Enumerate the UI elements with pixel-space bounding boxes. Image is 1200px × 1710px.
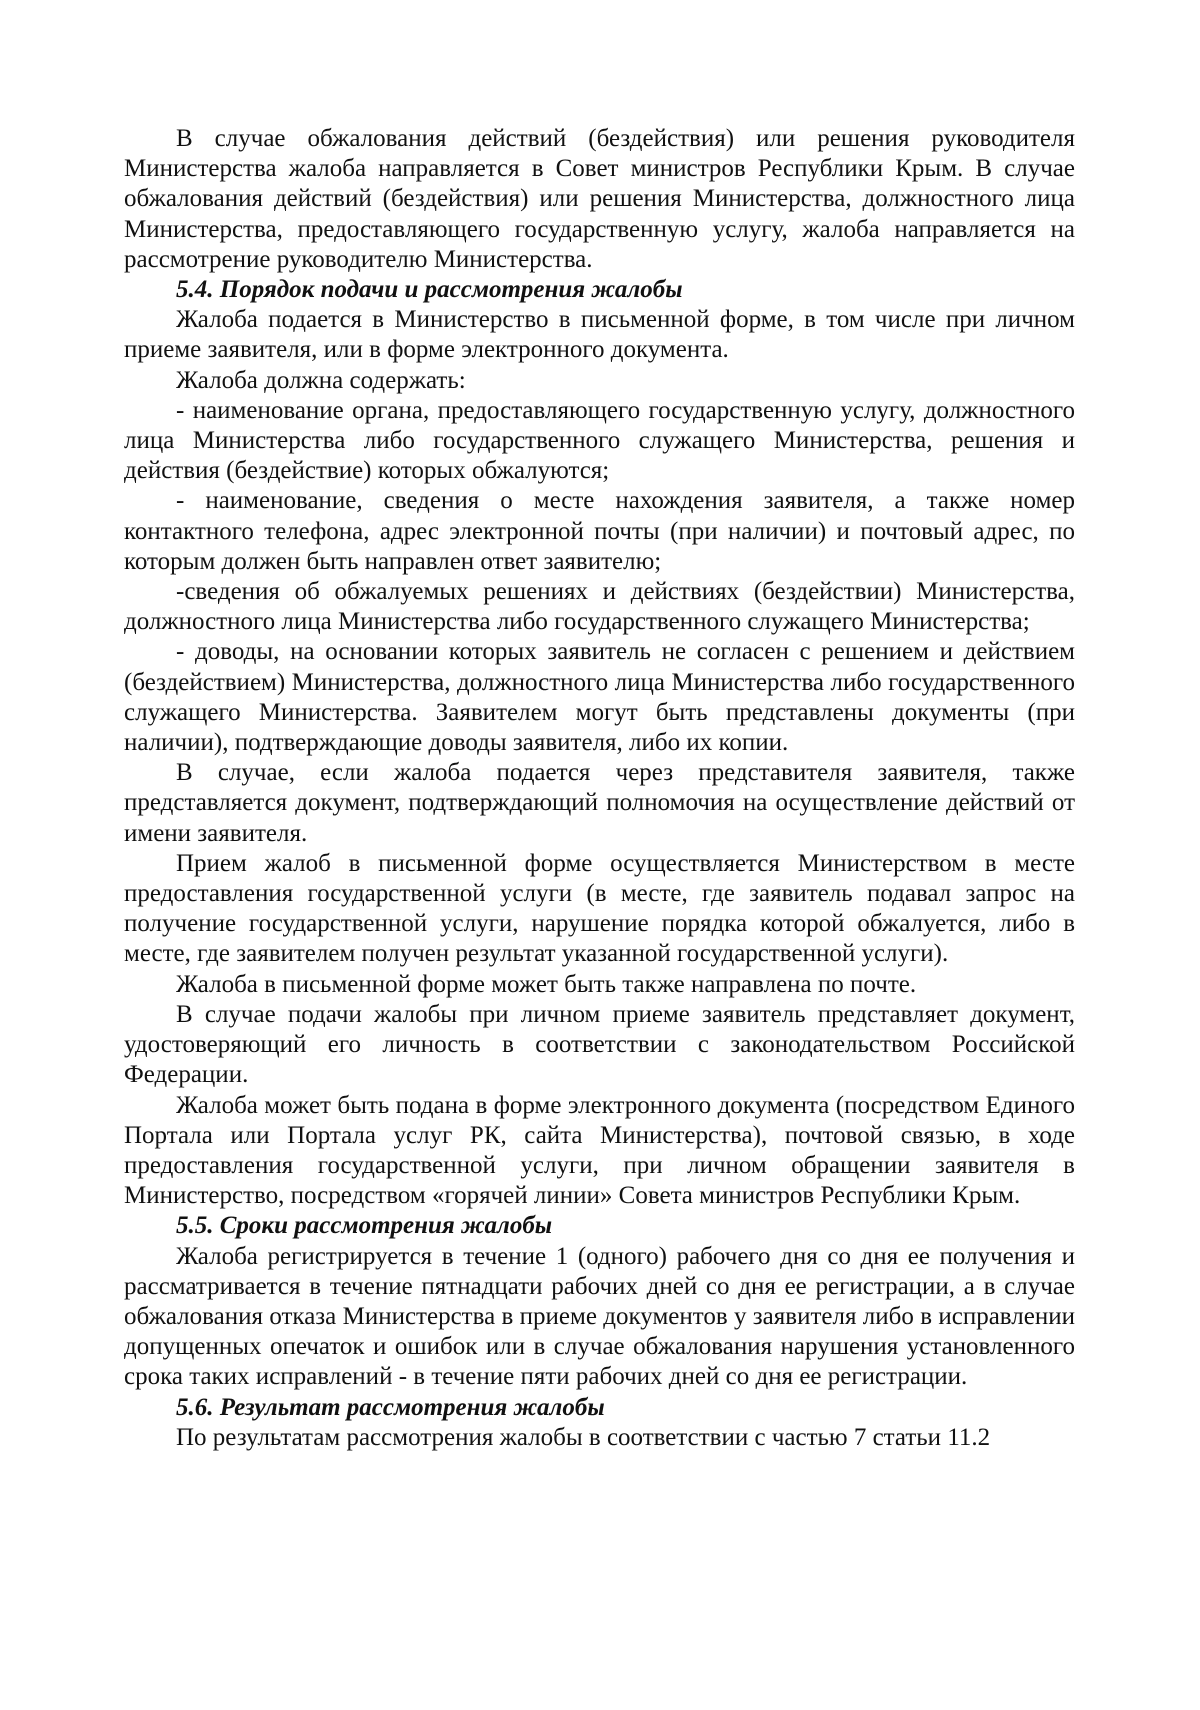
paragraph-representative: В случае, если жалоба подается через представителя заявителя, также представляется документ, подтверждающий полномочия на осуществление действий от имени заявителя.	[124, 759, 1075, 847]
paragraph-appeal-head: В случае обжалования действий (бездействия) или решения руководителя Министерства жалоба направляется в Совет министров Республики Крым. В случае обжалования действий (бездействия) или решения Министерства, должностного лица Министерства, предоставляющего государственную услугу, жалоба направляется на рассмотрение руководителю Министерства.	[124, 125, 1075, 273]
list-item-applicant-info: - наименование, сведения о месте нахождения заявителя, а также номер контактного телефона, адрес электронной почты (при наличии) и почтовый адрес, по которым должен быть направлен ответ заявителю;	[124, 487, 1075, 575]
list-item-authority-name: - наименование органа, предоставляющего государственную услугу, должностного лица Министерства либо государственного служащего Министерства, решения и действия (бездействие) которых обжалуются;	[124, 396, 1075, 485]
paragraph-complaint-contents: Жалоба должна содержать:	[176, 366, 466, 394]
paragraph-written-reception: Прием жалоб в письменной форме осуществляется Министерством в месте предоставления государственной услуги (в месте, где заявитель подавал запрос на получение государственной услуги, нарушение порядка которой обжалуется, либо в месте, где заявителем получен результат указанной государственной услуги).	[124, 849, 1075, 968]
paragraph-by-mail: Жалоба в письменной форме может быть также направлена по почте.	[176, 970, 917, 998]
section-heading-5-5: 5.5. Сроки рассмотрения жалобы	[176, 1212, 553, 1240]
paragraph-electronic-form: Жалоба может быть подана в форме электронного документа (посредством Единого Портала или Портала услуг РК, сайта Министерства), почтовой связью, в ходе предоставления государственной услуги, при личном обращении заявителя в Министерство, посредством «горячей линии» Совета министров Республики Крым.	[124, 1091, 1075, 1210]
document-page	[124, 124, 1075, 1453]
paragraph-review-terms: Жалоба регистрируется в течение 1 (одного) рабочего дня со дня ее получения и рассматривается в течение пятнадцати рабочих дней со дня ее регистрации, а в случае обжалования отказа Министерства в приеме документов у заявителя либо в исправлении допущенных опечаток и ошибок или в случае обжалования нарушения установленного срока таких исправлений - в течение пяти рабочих дней со дня ее регистрации.	[124, 1242, 1075, 1391]
list-item-arguments: - доводы, на основании которых заявитель не согласен с решением и действием (бездействием) Министерства, должностного лица Министерства либо государственного служащего Министерства. Заявителем могут быть представлены документы (при наличии), подтверждающие доводы заявителя, либо их копии.	[124, 638, 1075, 757]
paragraph-personal-reception: В случае подачи жалобы при личном приеме заявитель представляет документ, удостоверяющий его личность в соответствии с законодательством Российской Федерации.	[124, 1000, 1075, 1089]
list-item-appealed-decisions: -сведения об обжалуемых решениях и действиях (бездействии) Министерства, должностного лица Министерства либо государственного служащего Министерства;	[124, 578, 1075, 636]
paragraph-review-result: По результатам рассмотрения жалобы в соответствии с частью 7 статьи 11.2	[176, 1423, 991, 1451]
section-heading-5-4: 5.4. Порядок подачи и рассмотрения жалобы	[176, 276, 683, 304]
section-heading-5-6: 5.6. Результат рассмотрения жалобы	[176, 1393, 605, 1421]
paragraph-submission-form: Жалоба подается в Министерство в письменной форме, в том числе при личном приеме заявителя, или в форме электронного документа.	[124, 306, 1075, 364]
